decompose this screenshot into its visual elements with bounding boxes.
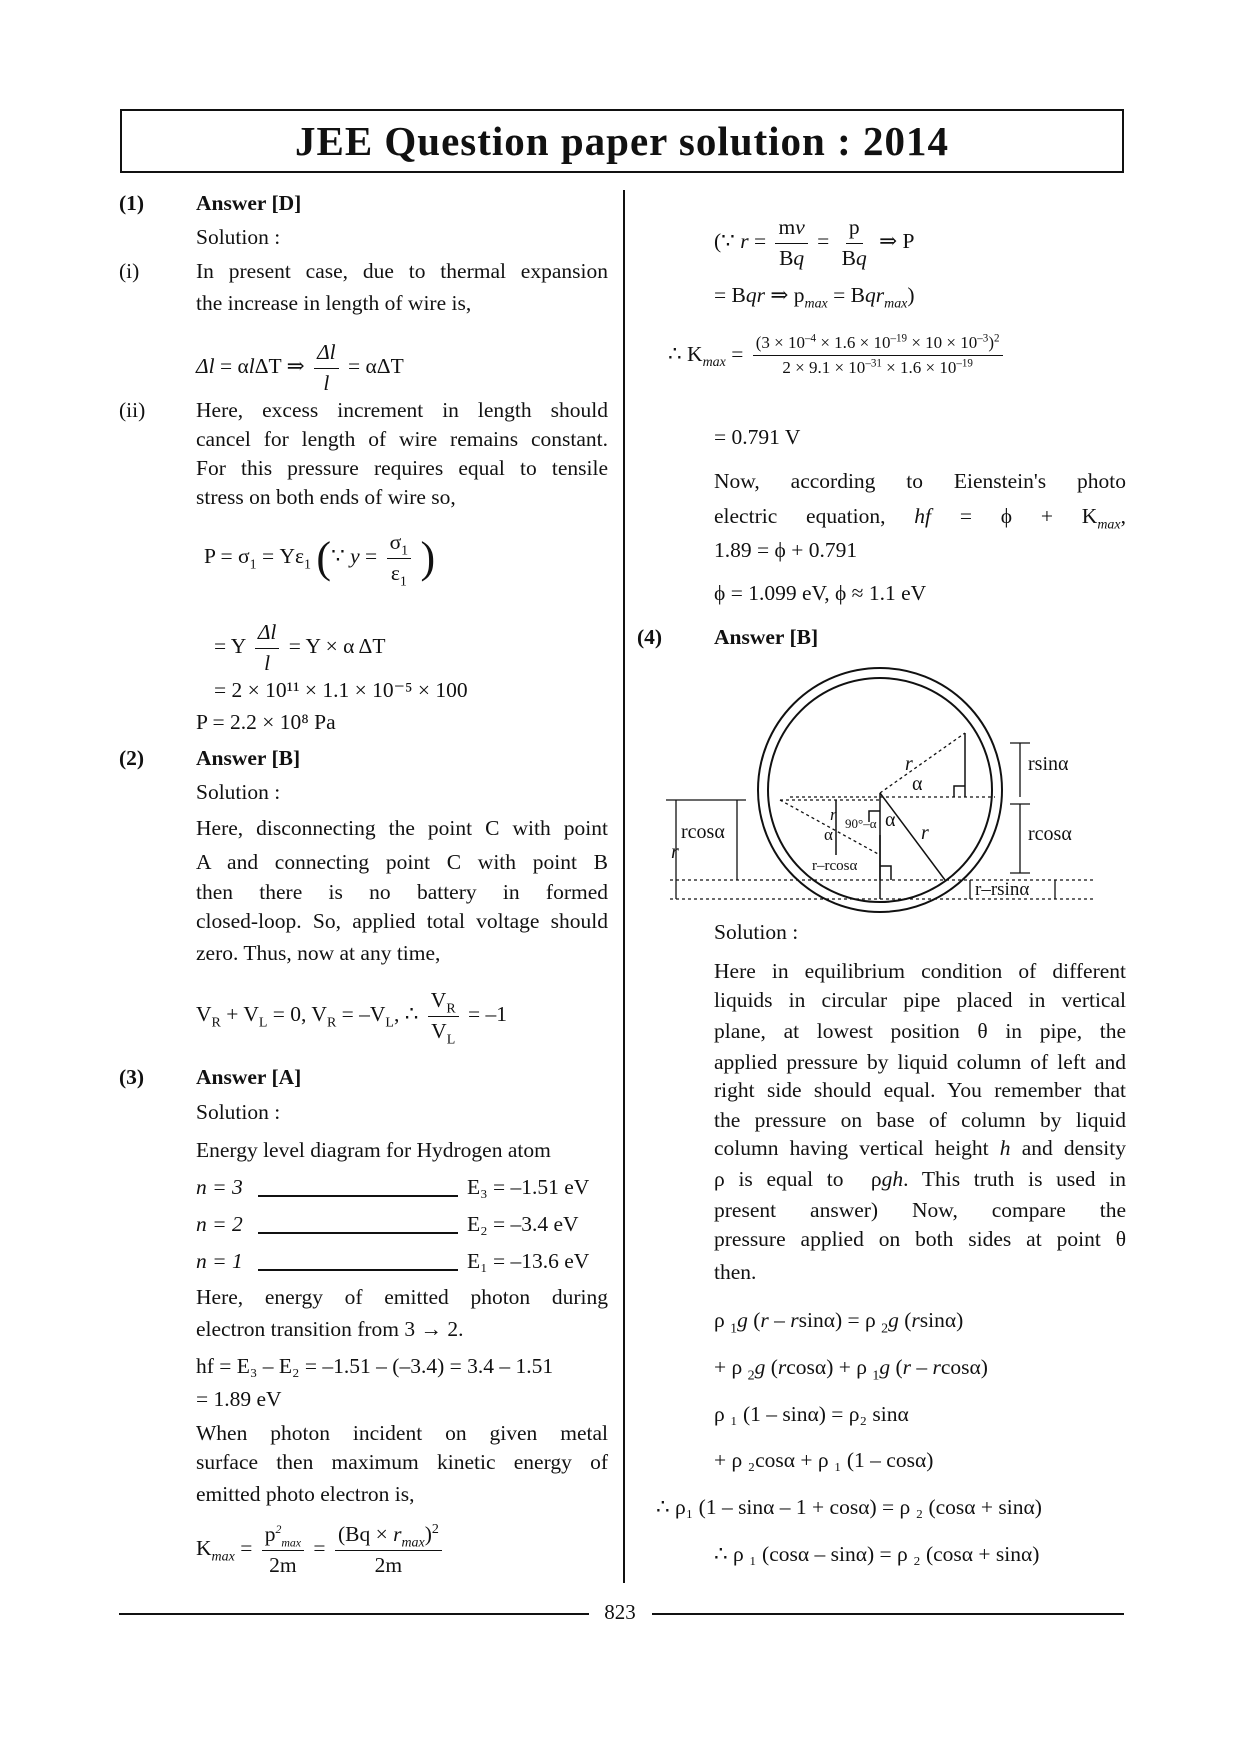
q1-equation-2: $P = \sigma_1 = Y\varepsilon_1$ (∵ y = $\frac{\sigma_1}{\varepsilon_1}$ ) xyxy=(204,530,436,590)
level-n3-label: n = 3 xyxy=(196,1175,243,1199)
q1-i-label: (i) xyxy=(119,259,140,283)
q4-eq4: + ρ ₂cosα + ρ ₁ (1 – cosα) xyxy=(714,1448,934,1472)
q3-radius-equation: (∵ r = $\frac{mv}{Bq}$ = $\frac{p}{Bq}$ ⇒ P xyxy=(714,215,915,270)
q3-pmax-equation: = Bqr ⇒ $p_{max} = Bqr_{max}$) xyxy=(714,283,915,312)
q4-para-4: applied pressure by liquid column of left and xyxy=(714,1050,1126,1074)
label-r-small: r xyxy=(830,805,837,824)
q1-ii-line2: cancel for length of wire remains constant. xyxy=(196,427,608,451)
label-rsin: rsinα xyxy=(1028,753,1069,775)
q1-ii-line1: Here, excess increment in length should xyxy=(196,398,608,422)
q3-hf-result: = 1.89 eV xyxy=(196,1387,282,1411)
label-r-left: r xyxy=(671,841,679,863)
q3-line3: When photon incident on given metal xyxy=(196,1421,608,1445)
q3-answer: Answer [A] xyxy=(196,1065,302,1089)
label-90-minus-alpha: 90°–α xyxy=(845,816,877,831)
q3-kmax-equation: $K_{max}$ = $\frac{p^2_{max}}{2m}$ = $\frac{(Bq \times r_{max})^2}{2m}$ xyxy=(196,1522,446,1579)
q2-solution-label: Solution : xyxy=(196,780,281,804)
q4-para-3: plane, at lowest position θ in pipe, the xyxy=(714,1019,1126,1043)
q3-line5: emitted photo electron is, xyxy=(196,1482,415,1506)
q4-eq1: ρ $_1$g (r – rsinα) = ρ $_2$g (rsinα) xyxy=(714,1308,964,1337)
page-number: 823 xyxy=(604,1600,636,1624)
q3-solution-label: Solution : xyxy=(196,1100,281,1124)
title-box xyxy=(120,109,1124,173)
level-n3-energy: E₃ = –1.51 eV xyxy=(467,1175,590,1199)
q4-para-10: pressure applied on both sides at point θ xyxy=(714,1227,1126,1251)
q2-line5: zero. Thus, now at any time, xyxy=(196,941,441,965)
q4-para-6: the pressure on base of column by liquid xyxy=(714,1108,1126,1132)
q3-number: (3) xyxy=(119,1065,145,1089)
level-n2-energy: E₂ = –3.4 eV xyxy=(467,1212,579,1236)
q1-ii-line4: stress on both ends of wire so, xyxy=(196,485,456,509)
column-divider xyxy=(623,190,625,1583)
q3-kmax-numeric: ∴ $K_{max}$ = $\frac{(3 \times 10^{-4} \times 1.6 \times 10^{-19} \times 10 \times 10^{-3})^2}{2 \times 9.1 \times 10^{-31} \times 1.6 \times 10^{-19}}$ xyxy=(668,333,1007,379)
label-r-diag: r xyxy=(921,822,929,844)
q1-equation-1: Δl = αlΔT ⇒ $\frac{\Delta l}{l}$ = αΔT xyxy=(196,340,404,395)
label-alpha-top: α xyxy=(912,773,923,795)
q4-eq2: + ρ $_2$g (rcosα) + ρ $_1$g (r – rcosα) xyxy=(714,1355,988,1384)
q1-equation-3: = Y $\frac{\Delta l}{l}$ = Y × α ΔT xyxy=(214,620,386,675)
label-rcos-left: rcosα xyxy=(681,821,725,843)
q4-para-2: liquids in circular pipe placed in vertical xyxy=(714,988,1126,1012)
q4-solution-label: Solution : xyxy=(714,920,799,944)
q2-number: (2) xyxy=(119,746,145,770)
circular-pipe-diagram xyxy=(660,665,1100,920)
q1-answer: Answer [D] xyxy=(196,191,302,215)
q1-solution-label: Solution : xyxy=(196,225,281,249)
q4-eq3: ρ ₁ (1 – sinα) = ρ₂ sinα xyxy=(714,1402,909,1426)
label-alpha-small: α xyxy=(824,825,833,844)
q1-ii-line3: For this pressure requires equal to tensile xyxy=(196,456,608,480)
q3-einstein-line2: electric equation, hf = $\phi + K_{max}$, xyxy=(714,504,1126,533)
label-r-top: r xyxy=(905,753,913,775)
q2-line4: closed-loop. So, applied total voltage should xyxy=(196,909,608,933)
level-n1-line xyxy=(258,1269,458,1271)
q1-i-line2: the increase in length of wire is, xyxy=(196,291,472,315)
q3-k-result: = 0.791 V xyxy=(714,425,801,449)
q2-line3: then there is no battery in formed xyxy=(196,880,608,904)
q4-para-11: then. xyxy=(714,1260,757,1284)
level-n1-energy: E₁ = –13.6 eV xyxy=(467,1249,590,1273)
label-r-minus-rcos: r–rcosα xyxy=(812,858,858,874)
label-alpha-mid: α xyxy=(885,809,896,831)
q1-ii-label: (ii) xyxy=(119,398,146,422)
q1-i-line1: In present case, due to thermal expansion xyxy=(196,259,608,283)
q4-para-7: column having vertical height h and density xyxy=(714,1136,1126,1160)
q2-equation: $V_R + V_L = 0$, $V_R = -V_L$, ∴ $\frac{V_R}{V_L}$ = –1 xyxy=(196,988,508,1048)
label-rcos-right: rcosα xyxy=(1028,823,1072,845)
q4-eq5: ∴ ρ₁ (1 – sinα – 1 + cosα) = ρ ₂ (cosα + sinα) xyxy=(656,1495,1042,1519)
q4-para-9: present answer) Now, compare the xyxy=(714,1198,1126,1222)
q2-answer: Answer [B] xyxy=(196,746,301,770)
q3-energy-title: Energy level diagram for Hydrogen atom xyxy=(196,1138,551,1162)
label-r-minus-rsin: r–rsinα xyxy=(975,879,1030,900)
level-n2-line xyxy=(258,1232,458,1234)
level-n2-label: n = 2 xyxy=(196,1212,243,1236)
page-title: JEE Question paper solution : 2014 xyxy=(294,118,950,164)
q3-einstein-line3: 1.89 = ϕ + 0.791 xyxy=(714,538,858,562)
q4-para-1: Here in equilibrium condition of different xyxy=(714,959,1126,983)
q2-line2: A and connecting point C with point B xyxy=(196,850,608,874)
q3-hf-line: hf = E₃ – E₂ = –1.51 – (–3.4) = 3.4 – 1.51 xyxy=(196,1354,554,1378)
q3-line2: electron transition from 3 → 2. xyxy=(196,1317,464,1341)
q1-number: (1) xyxy=(119,191,145,215)
q3-einstein-line1: Now, according to Eienstein's photo xyxy=(714,469,1126,493)
level-n3-line xyxy=(258,1195,458,1197)
q4-para-8: ρ is equal to ρgh. This truth is used in xyxy=(714,1167,1126,1191)
q1-calc: = 2 × 10¹¹ × 1.1 × 10⁻⁵ × 100 xyxy=(214,678,468,702)
q4-answer: Answer [B] xyxy=(714,625,819,649)
level-n1-label: n = 1 xyxy=(196,1249,243,1273)
q2-line1: Here, disconnecting the point C with point xyxy=(196,816,608,840)
q3-line4: surface then maximum kinetic energy of xyxy=(196,1450,608,1474)
q3-line1: Here, energy of emitted photon during xyxy=(196,1285,608,1309)
q4-number: (4) xyxy=(637,625,663,649)
q1-result: P = 2.2 × 10⁸ Pa xyxy=(196,710,336,734)
q4-eq6: ∴ ρ ₁ (cosα – sinα) = ρ ₂ (cosα + sinα) xyxy=(714,1542,1040,1566)
q4-para-5: right side should equal. You remember that xyxy=(714,1078,1126,1102)
q3-phi: ϕ = 1.099 eV, ϕ ≈ 1.1 eV xyxy=(714,581,927,605)
